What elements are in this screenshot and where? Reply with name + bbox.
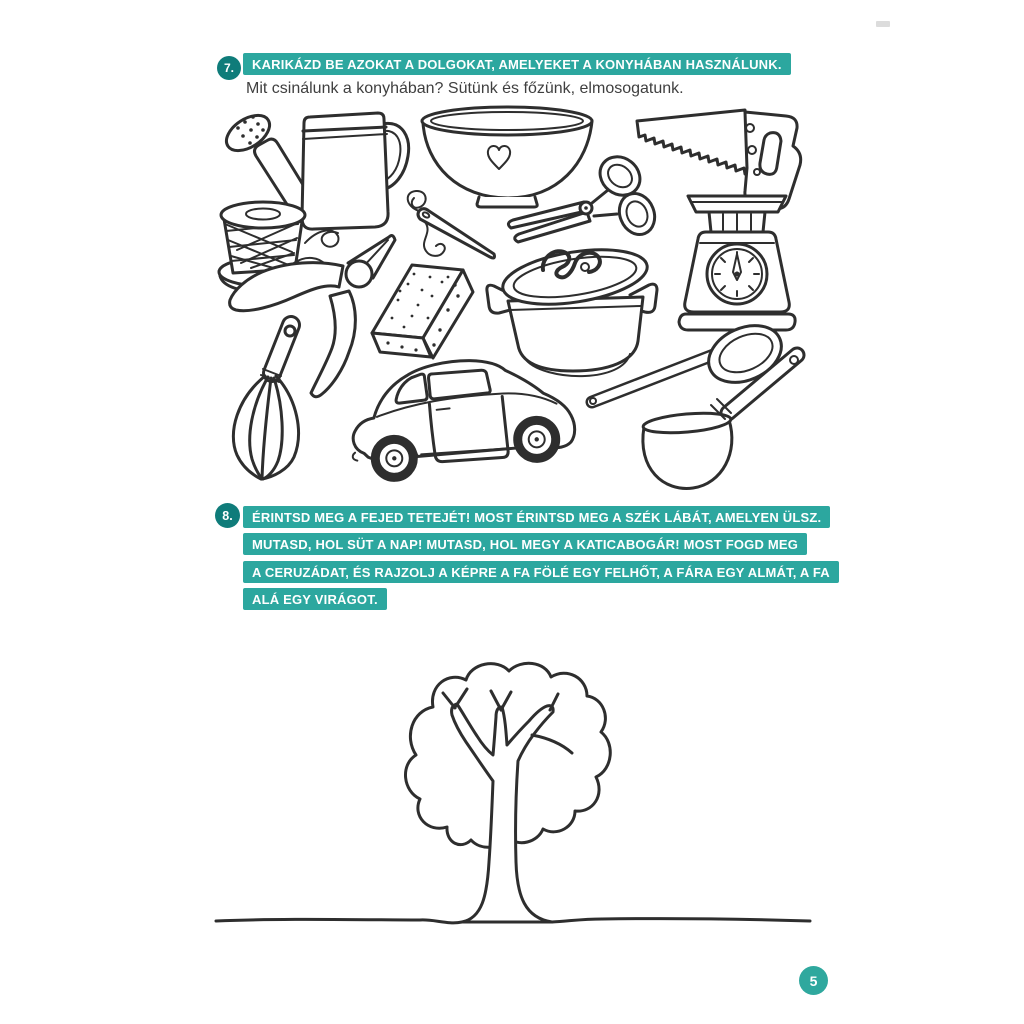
tree-illustration	[216, 663, 810, 923]
task-8-line-2: MUTASD, HOL SÜT A NAP! MUTASD, HOL MEGY A KATICABOGÁR! MOST FOGD MEG	[243, 533, 807, 555]
cooking-pot-illustration	[487, 241, 657, 376]
hand-saw-illustration	[637, 110, 801, 209]
whisk-illustration	[233, 325, 298, 479]
task-7-subtitle: Mit csinálunk a konyhában? Sütünk és főzünk, elmosogatunk.	[246, 80, 684, 97]
task-7-number-badge: 7.	[217, 56, 241, 80]
ground-line	[216, 919, 462, 923]
task-8-line-3: A CERUZÁDAT, ÉS RAJZOLJ A KÉPRE A FA FÖLÉ EGY FELHŐT, A FÁRA EGY ALMÁT, A FA	[243, 561, 839, 583]
task-8-number-badge: 8.	[215, 503, 240, 528]
task-7-title: KARIKÁZD BE AZOKAT A DOLGOKAT, AMELYEKET A KONYHÁBAN HASZNÁLUNK.	[243, 53, 791, 75]
sponge-illustration	[372, 265, 473, 358]
task-8-line-4: ALÁ EGY VIRÁGOT.	[243, 588, 387, 610]
page-number-badge: 5	[799, 966, 828, 995]
ground-line	[552, 919, 810, 922]
mixing-bowl-illustration	[422, 107, 592, 207]
kitchen-scale-illustration	[679, 196, 795, 330]
car-illustration	[350, 357, 577, 479]
task-8-line-1: ÉRINTSD MEG A FEJED TETEJÉT! MOST ÉRINTSD MEG A SZÉK LÁBÁT, AMELYEN ÜLSZ.	[243, 506, 830, 528]
